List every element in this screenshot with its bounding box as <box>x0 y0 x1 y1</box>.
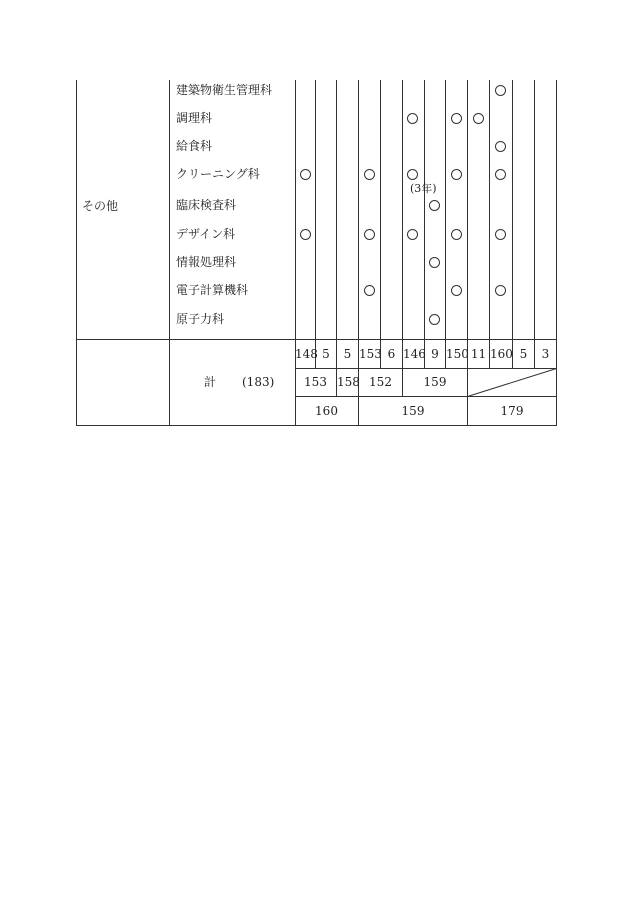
circle-mark <box>451 229 462 240</box>
subject-name: 電子計算機科 <box>176 283 249 297</box>
circle-mark <box>451 113 462 124</box>
total-cell: 150 <box>446 347 469 361</box>
total-cell: 153 <box>359 347 382 361</box>
circle-mark <box>364 169 375 180</box>
circle-mark <box>300 229 311 240</box>
circle-mark <box>407 169 418 180</box>
total-cell: 5 <box>343 347 352 361</box>
total-cell: 5 <box>322 347 330 361</box>
subject-name: 給食科 <box>176 139 213 153</box>
total-cell: 9 <box>431 347 439 361</box>
circle-mark <box>495 85 506 96</box>
total-cell: 5 <box>519 347 528 361</box>
circle-mark <box>429 314 440 325</box>
total-cell: 146 <box>403 347 426 361</box>
total-cell: 153 <box>304 375 327 389</box>
circle-mark <box>364 285 375 296</box>
circle-mark <box>364 229 375 240</box>
total-count: (183) <box>242 375 275 389</box>
total-cell: 148 <box>295 347 318 361</box>
circle-mark <box>495 141 506 152</box>
subject-name: クリーニング科 <box>176 167 260 181</box>
subject-name: 建築物衛生管理科 <box>176 83 273 97</box>
circle-mark <box>429 257 440 268</box>
circle-mark <box>495 285 506 296</box>
circle-mark <box>451 169 462 180</box>
subject-name: 臨床検査科 <box>176 198 237 212</box>
total-cell: 152 <box>369 375 392 389</box>
total-cell: 3 <box>541 347 550 361</box>
subject-name: 調理科 <box>176 111 213 125</box>
circle-mark <box>429 200 440 211</box>
subject-name: 情報処理科 <box>176 255 237 269</box>
circle-mark <box>407 113 418 124</box>
total-cell: 6 <box>387 347 396 361</box>
total-cell: 179 <box>500 404 524 418</box>
circle-mark <box>300 169 311 180</box>
circle-mark <box>495 229 506 240</box>
subject-name: 原子力科 <box>176 312 225 326</box>
circle-mark <box>407 229 418 240</box>
circle-mark <box>473 113 484 124</box>
total-cell: 11 <box>470 347 487 361</box>
total-cell: 160 <box>315 404 338 418</box>
category-label: その他 <box>82 199 119 213</box>
total-label: 計 <box>204 375 217 389</box>
note-3nen: (3年) <box>410 182 437 195</box>
total-cell: 159 <box>401 404 425 418</box>
total-cell: 158 <box>337 375 360 389</box>
subject-name: デザイン科 <box>176 227 236 241</box>
circle-mark <box>495 169 506 180</box>
total-cell: 159 <box>423 375 447 389</box>
total-cell: 160 <box>490 347 513 361</box>
circle-mark <box>451 285 462 296</box>
